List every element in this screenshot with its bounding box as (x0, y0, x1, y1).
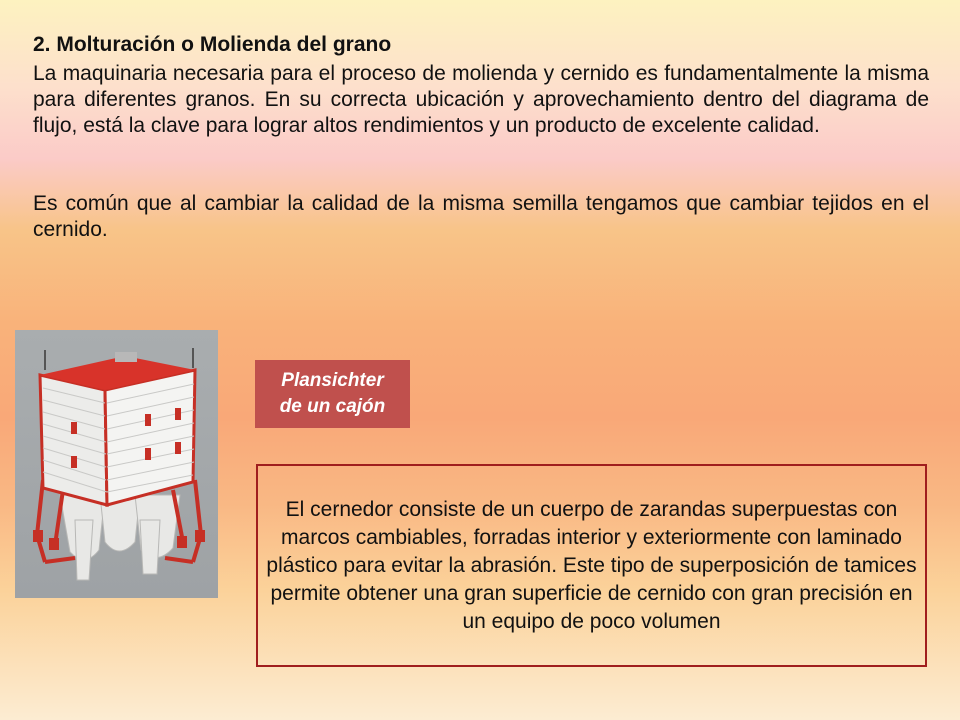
plansichter-machine-icon (15, 330, 218, 598)
description-text: El cernedor consiste de un cuerpo de zarandas superpuestas con marcos cambiables, forradas interior y exteriormente con laminado plástico para evitar la abrasión. Este tipo de superposición de tamices permite obtener una gran superficie de cernido con gran precisión en un equipo de poco volumen (266, 497, 917, 633)
description-box (256, 464, 927, 667)
caption-line-2: de un cajón (279, 396, 386, 417)
slide-title: 2. Molturación o Molienda del grano (33, 33, 392, 56)
plansichter-photo (15, 330, 218, 598)
caption-line-1: Plansichter (281, 370, 384, 391)
photo-caption (255, 360, 410, 428)
second-paragraph: Es común que al cambiar la calidad de la misma semilla tengamos que cambiar tejidos en el cernido. (33, 192, 929, 241)
intro-paragraph: La maquinaria necesaria para el proceso de molienda y cernido es fundamentalmente la misma para diferentes granos. En su correcta ubicación y aprovechamiento dentro del diagrama de flujo, está la clave para lograr altos rendimientos y un producto de excelente calidad. (33, 62, 929, 137)
